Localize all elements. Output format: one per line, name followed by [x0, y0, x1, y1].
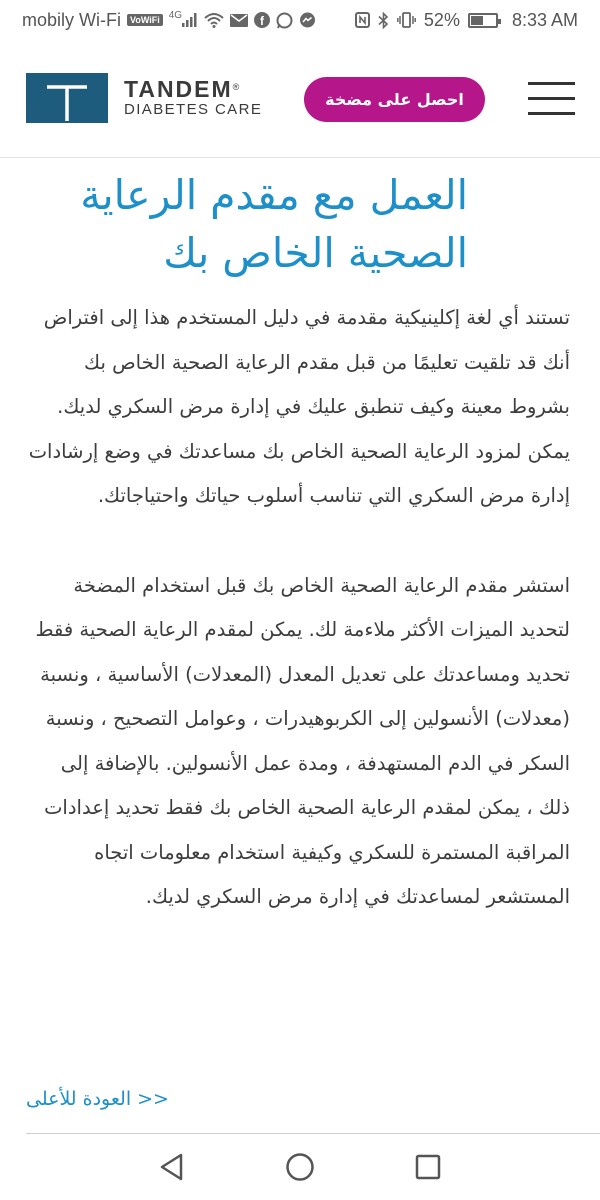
logo-brand: [124, 77, 262, 101]
hamburger-icon: [528, 97, 575, 100]
hamburger-icon: [528, 82, 575, 85]
battery-level: [471, 16, 483, 25]
vibrate-icon: [397, 12, 416, 28]
whatsapp-icon: [276, 12, 293, 29]
site-header: [0, 40, 600, 158]
bluetooth-icon: [378, 12, 389, 29]
clock: 8:33 AM: [511, 9, 578, 30]
back-triangle-icon[interactable]: [157, 1152, 187, 1182]
logo-subtitle: DIABETES CARE: [124, 101, 263, 118]
messenger-icon: [299, 12, 316, 29]
get-pump-button[interactable]: احصل على مضخة: [304, 77, 485, 122]
status-right: [355, 10, 578, 31]
hamburger-menu-button[interactable]: [528, 82, 576, 116]
svg-text:f: f: [260, 14, 265, 28]
battery-icon: [468, 13, 498, 28]
facebook-icon: [254, 12, 270, 28]
logo-text: [124, 77, 262, 119]
page-title: العمل مع مقدم الرعاية الصحية الخاص بك: [80, 171, 468, 277]
status-left: [22, 10, 316, 31]
intro-paragraph: تستند أي لغة إكلينيكية مقدمة في دليل المستخدم هذا إلى افتراض أنك قد تلقيت تعليمًا من قبل مقدم الرعاية الصحية الخاص بك بشروط معينة وكيف تنطبق عليك في إدارة مرض السكري لديك. يمكن لمزود الرعاية الصحية الخاص بك مساعدتك في وضع إرشادات إدارة مرض السكري التي تناسب أسلوب حياتك واحتياجاتك.: [28, 306, 570, 507]
signal-icon: [168, 9, 198, 27]
hamburger-icon: [528, 112, 575, 115]
status-bar: [0, 0, 600, 40]
back-to-top-link[interactable]: << العودة للأعلى: [26, 1088, 169, 1110]
carrier-label: mobily Wi-Fi: [22, 9, 121, 30]
volte-icon: VoWiFi: [127, 14, 163, 26]
main-content: [0, 158, 600, 920]
consult-paragraph: استشر مقدم الرعاية الصحية الخاص بك قبل استخدام المضخة لتحديد الميزات الأكثر ملاءمة لك. يمكن لمقدم الرعاية الصحية فقط تحديد ومساعدتك على تعديل المعدل (المعدلات) الأساسية ، ونسبة (معدلات) الأنسولين إلى الكربوهيدرات ، وعوامل التصحيح ، ونسبة السكر في الدم المستهدفة ، ومدة عمل الأنسولين. بالإضافة إلى ذلك ، يمكن لمقدم الرعاية الصحية الخاص بك فقط تحديد إعدادات المراقبة المستمرة للسكري وكيفية استخدام معلومات اتجاه المستشعر لمساعدتك في إدارة مرض السكري لديك.: [35, 573, 570, 908]
logo-brand-text: TANDEM: [124, 76, 233, 102]
tandem-logo[interactable]: [26, 73, 262, 123]
mail-icon: [230, 14, 248, 27]
nfc-icon: [355, 12, 370, 28]
tandem-logo-mark: [26, 73, 108, 123]
battery-percent: 52%: [423, 9, 460, 30]
home-circle-icon[interactable]: [285, 1152, 315, 1182]
recents-square-icon[interactable]: [413, 1152, 443, 1182]
wifi-icon: [204, 12, 224, 28]
network-type-label: 4G: [168, 9, 183, 21]
registered-mark: ®: [232, 82, 240, 92]
system-nav-bar: [0, 1134, 600, 1200]
